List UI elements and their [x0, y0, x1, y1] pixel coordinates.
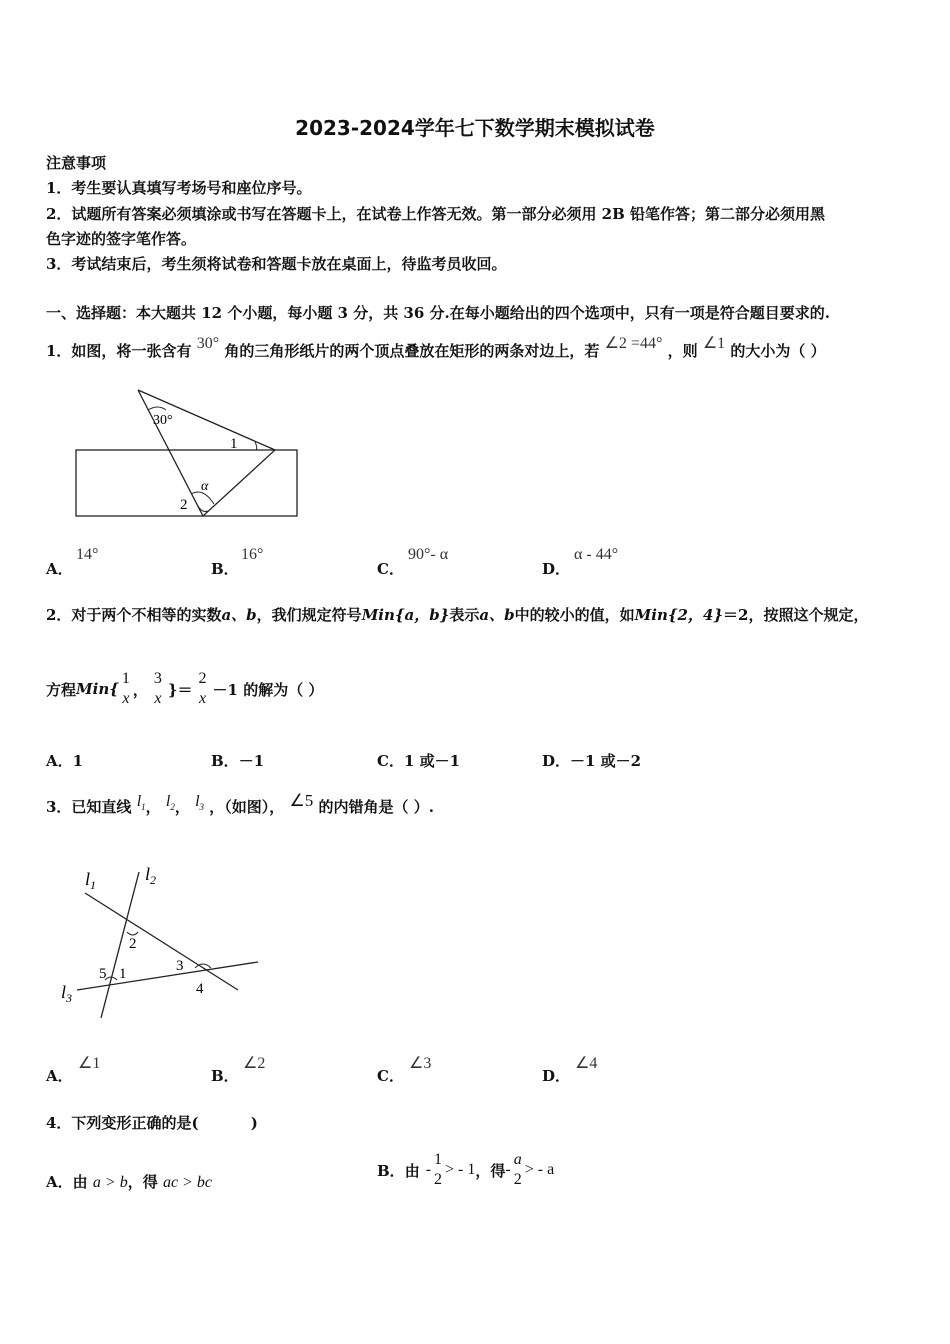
q1-figure	[70, 380, 310, 525]
fraction-a-over-2: a 2	[513, 1151, 522, 1188]
fraction-3-over-x: 3 x	[153, 670, 162, 707]
q1-option-b-letter[interactable]: B．	[211, 560, 239, 578]
q4-option-a[interactable]: A．由 a > b，得 ac > bc	[46, 1173, 212, 1191]
label-4: 4	[196, 981, 204, 997]
page-title: 2023-2024学年七下数学期末模拟试卷	[295, 116, 655, 140]
q1-angle1: ∠1	[702, 335, 726, 352]
q1-option-c-value[interactable]: 90°- α	[408, 546, 449, 563]
q1-stem: 1．如图，将一张含有 30° 角的三角形纸片的两个顶点叠放在矩形的两条对边上，若 ∠2 =44° ，则 ∠1 的大小为（ ）	[46, 335, 826, 360]
q3-option-b-letter[interactable]: B．	[211, 1067, 239, 1085]
line-l1	[85, 893, 238, 990]
q2-equation: 方程 Min{ 1 x ， 3 x }＝ 2 x －1 的解为（ ）	[46, 670, 324, 707]
q4-stem: 4．下列变形正确的是( )	[46, 1114, 258, 1132]
fraction-1-over-x: 1 x	[121, 670, 130, 707]
q2-option-d[interactable]: D．－1 或－2	[542, 752, 642, 770]
q1-degree: 30°	[196, 335, 220, 352]
q1-option-a-value[interactable]: 14°	[76, 546, 99, 563]
label-5: 5	[99, 966, 107, 982]
q3-angle5: ∠5	[289, 791, 314, 810]
q3-l3: $l_3$	[195, 793, 205, 813]
q3-option-a-letter[interactable]: A．	[46, 1067, 73, 1085]
angle-arc-30	[148, 407, 166, 410]
q3-option-c-value[interactable]: ∠3	[409, 1055, 432, 1072]
label-alpha: α	[201, 479, 209, 494]
notice-item-1: 1．考生要认真填写考场号和座位序号。	[46, 179, 312, 197]
q1-option-a-letter[interactable]: A．	[46, 560, 73, 578]
notice-heading: 注意事项	[46, 154, 107, 172]
q2-option-c[interactable]: C．1 或－1	[377, 752, 461, 770]
q3-l1: $l_1$	[136, 793, 146, 813]
q3-figure	[55, 860, 270, 1030]
q2-stem: 2．对于两个不相等的实数a、b，我们规定符号Min{a，b}表示a、b中的较小的值，如Min{2，4}＝2，按照这个规定，	[46, 606, 869, 624]
label-l3: $l_3$	[61, 982, 73, 1005]
q3-option-a-value[interactable]: ∠1	[78, 1055, 101, 1072]
notice-item-2: 2．试题所有答案必须填涂或书写在答题卡上，在试卷上作答无效。第一部分必须用 2B 铅笔作答；第二部分必须用黑	[46, 205, 826, 223]
angle-arc-1	[255, 442, 257, 450]
notice-item-2-cont: 色字迹的签字笔作答。	[46, 230, 197, 248]
q1-option-d-value[interactable]: α - 44°	[574, 546, 619, 563]
section-heading: 一、选择题：本大题共 12 个小题，每小题 3 分，共 36 分.在每小题给出的四个选项中，只有一项是符合题目要求的.	[46, 304, 830, 322]
q3-option-d-value[interactable]: ∠4	[575, 1055, 598, 1072]
q3-option-c-letter[interactable]: C．	[377, 1067, 404, 1085]
q4-option-b[interactable]: B． 由 - 1 2 > - 1 ，得 - a 2 > - a	[377, 1151, 555, 1188]
q1-option-c-letter[interactable]: C．	[377, 560, 404, 578]
label-3: 3	[176, 958, 184, 974]
q1-option-d-letter[interactable]: D．	[542, 560, 571, 578]
q2-option-a[interactable]: A．1	[46, 752, 84, 770]
q1-condition: ∠2 =44°	[604, 335, 663, 352]
label-2: 2	[180, 497, 188, 513]
label-30: 30°	[153, 413, 173, 428]
q3-option-d-letter[interactable]: D．	[542, 1067, 571, 1085]
label-1: 1	[230, 436, 238, 452]
angle-arc-2	[127, 932, 138, 935]
q3-stem: 3．已知直线 $l_1$， $l_2$， $l_3$ ，（如图）， ∠5 的内错角是（ ）.	[46, 791, 434, 816]
q3-option-b-value[interactable]: ∠2	[243, 1055, 266, 1072]
q1-option-b-value[interactable]: 16°	[241, 546, 264, 563]
label-1: 1	[119, 966, 127, 982]
triangle	[138, 390, 275, 516]
notice-item-3: 3．考试结束后，考生须将试卷和答题卡放在桌面上，待监考员收回。	[46, 255, 507, 273]
label-l2: $l_2$	[145, 864, 157, 887]
fraction-1-over-2: 1 2	[434, 1151, 443, 1188]
fraction-2-over-x: 2 x	[198, 670, 207, 707]
label-l1: $l_1$	[85, 869, 97, 892]
q2-option-b[interactable]: B．－1	[211, 752, 265, 770]
label-2: 2	[129, 936, 137, 952]
q3-l2: $l_2$	[165, 793, 175, 813]
